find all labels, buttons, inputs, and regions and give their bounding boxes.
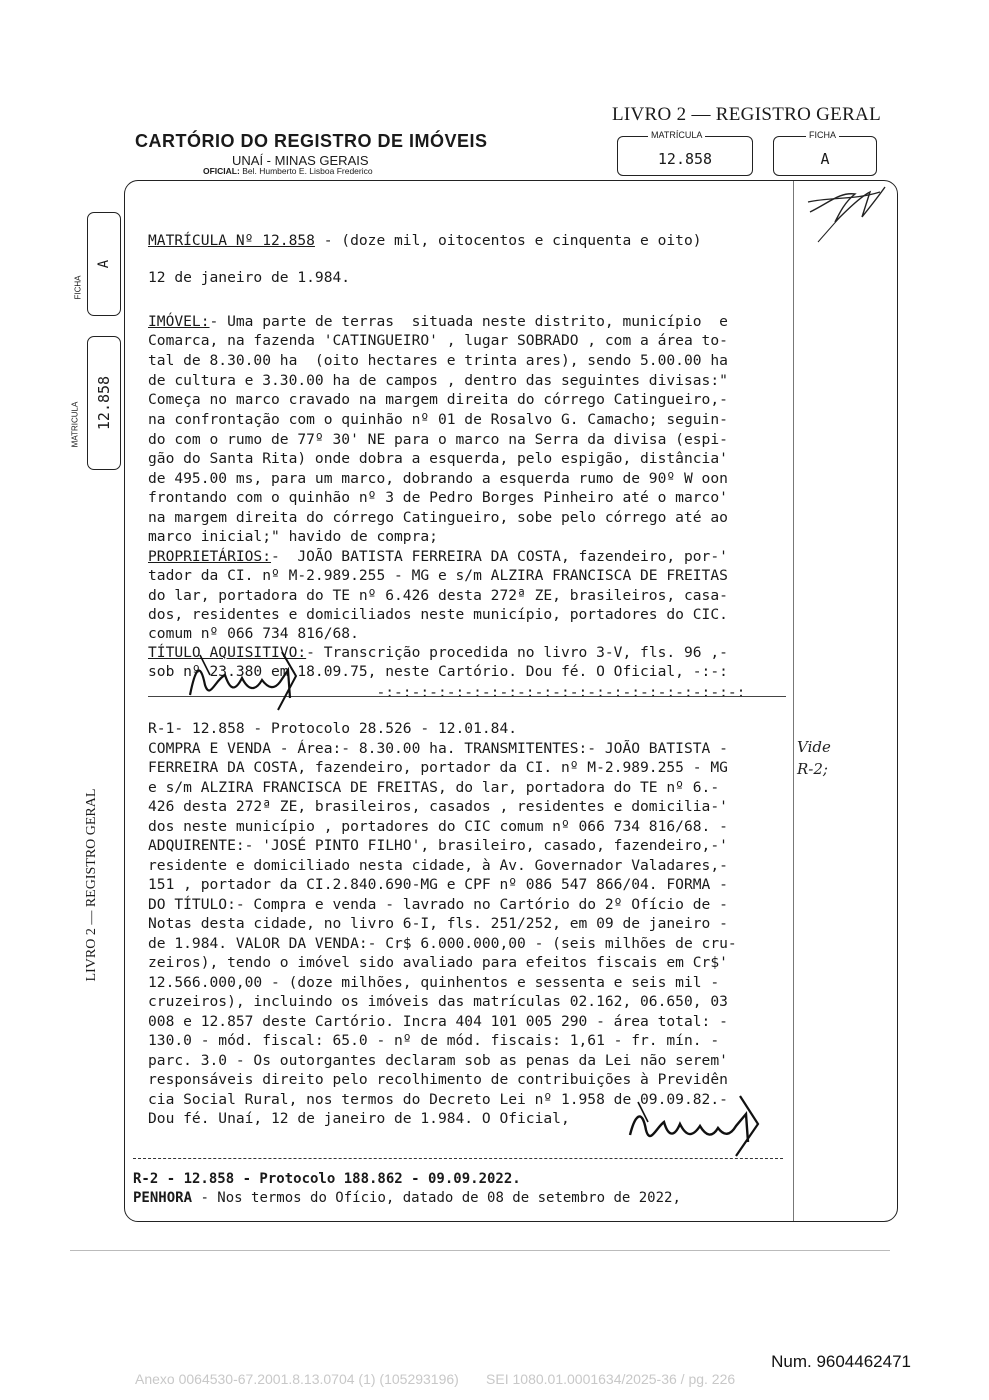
r1-line: e s/m ALZIRA FRANCISCA DE FREITAS, do lar, portadora do TE nº 6.-	[148, 779, 720, 796]
official-label: OFICIAL:	[203, 166, 240, 176]
r1-line: zeiros), tendo o imóvel sido avaliado para efeitos fiscais em Cr$'	[148, 954, 728, 971]
ficha-box-label: FICHA	[806, 130, 839, 140]
imovel-line: na margem direita do córrego Catingueiro, sobe pelo córrego até ao	[148, 509, 728, 526]
proprietarios-line: comum nº 066 734 816/68.	[148, 625, 359, 642]
r1-line: cruzeiros), incluindo os imóveis das matrículas 02.162, 06.650, 03	[148, 993, 728, 1010]
margin-note: R-2;	[797, 760, 828, 778]
official-signature	[620, 1090, 785, 1160]
r1-line: de 1.984. VALOR DA VENDA:- Cr$ 6.000.000,00 - (seis milhões de cru-	[148, 935, 737, 952]
r1-line: FERREIRA DA COSTA, fazendeiro, portador da CI. nº M-2.989.255 - MG	[148, 759, 728, 776]
r1-line: 426 desta 272ª ZE, brasileiros, casados , residentes e domicilia-'	[148, 798, 728, 815]
proprietarios-label: PROPRIETÁRIOS:	[148, 548, 272, 565]
side-ficha-label: FICHA	[73, 275, 83, 300]
r1-line: parc. 3.0 - Os outorgantes declaram sob as penas da Lei não serem'	[148, 1052, 728, 1069]
side-ficha-value: A	[96, 259, 112, 269]
office-city: UNAÍ - MINAS GERAIS	[232, 153, 369, 168]
margin-rule	[793, 181, 794, 1221]
imovel-line: Comarca, na fazenda 'CATINGUEIRO' , lugar SOBRADO , com a área to-	[148, 332, 728, 349]
matricula-words: - (doze mil, oitocentos e cinquenta e oito)	[314, 232, 702, 249]
imovel-line: gão do Santa Rita) onde dobra a esquerda, pelo espigão, distância'	[148, 450, 728, 467]
document-number: Num. 9604462471	[771, 1352, 911, 1371]
ficha-box	[773, 130, 877, 176]
r2-line: PENHORA - Nos termos do Ofício, datado de 08 de setembro de 2022,	[133, 1190, 681, 1206]
titulo-line: sob nº 23.380 em 18.09.75, neste Cartório. Dou fé. O Oficial, -:-:	[148, 663, 728, 680]
r1-line: COMPRA E VENDA - Área:- 8.30.00 ha. TRANSMITENTES:- JOÃO BATISTA -	[148, 740, 728, 757]
r1-line: dos neste município , portadores do CIC comum nº 066 734 816/68. -	[148, 818, 728, 835]
r1-line: R-1- 12.858 - Protocolo 28.526 - 12.01.84.	[148, 720, 518, 737]
r1-line: 008 e 12.857 deste Cartório. Incra 404 101 005 290 - área total: -	[148, 1013, 728, 1030]
side-matricula-tab	[87, 336, 121, 470]
r1-line: Dou fé. Unaí, 12 de janeiro de 1.984. O Oficial,	[148, 1110, 570, 1127]
matricula-title: MATRÍCULA Nº 12.858	[148, 232, 315, 249]
titulo-label: TÍTULO AQUISITIVO:	[148, 644, 307, 661]
r1-line: residente e domiciliado nesta cidade, à Av. Governador Valadares,-	[148, 857, 728, 874]
margin-note: Vide	[797, 738, 831, 756]
proprietarios-line: do lar, portadora do TE nº 6.426 desta 272ª ZE, brasileiros, casa-	[148, 587, 728, 604]
imovel-line: Começa no marco cravado na margem direita do córrego Catingueiro,-	[148, 391, 728, 408]
imovel-line: na confrontação com o quinhão nº 01 de Rosalvo G. Camacho; seguin-	[148, 411, 728, 428]
proprietarios-line: dos, residentes e domiciliados neste município, portadores do CIC.	[148, 606, 728, 623]
side-book-title: LIVRO 2 — REGISTRO GERAL	[84, 788, 99, 982]
imovel-line: IMÓVEL:- Uma parte de terras situada neste distrito, município e	[148, 313, 728, 330]
record-separator	[133, 1158, 783, 1159]
imovel-line: frontando com o quinhão nº 3 de Pedro Borges Pinheiro até o marco'	[148, 489, 728, 506]
imovel-line: de 495.00 ms, para um marco, dobrando a esquerda rumo de 90º W oon	[148, 470, 728, 487]
r1-line: Notas desta cidade, no livro 6-I, fls. 251/252, em 09 de janeiro -	[148, 915, 728, 932]
book-title: LIVRO 2 — REGISTRO GERAL	[612, 104, 881, 125]
proprietarios-line: tador da CI. nº M-2.989.255 - MG e s/m ALZIRA FRANCISCA DE FREITAS	[148, 567, 728, 584]
imovel-line: do com o rumo de 77º 30' NE para o marco na Serra da divisa (espi-	[148, 431, 728, 448]
proprietarios-line: PROPRIETÁRIOS:- JOÃO BATISTA FERREIRA DA COSTA, fazendeiro, por-'	[148, 548, 728, 565]
r1-line: responsáveis direito pelo recolhimento de contribuições à Previdên	[148, 1071, 728, 1088]
side-matricula-value: 12.858	[95, 375, 113, 431]
imovel-line: marco inicial;" havido de compra;	[148, 528, 438, 545]
r1-line: cia Social Rural, nos termos do Decreto Lei nº 1.958 de 09.09.82.-	[148, 1091, 728, 1108]
ficha-box-value: A	[820, 150, 830, 168]
footer-stamp: Anexo 0064530-67.2001.8.13.0704 (1) (105293196) SEI 1080.01.0001634/2025-36 / pg. 226	[135, 1371, 736, 1387]
page-bottom-rule	[70, 1250, 890, 1251]
r2-label: PENHORA	[133, 1190, 193, 1206]
matricula-box-label: MATRÍCULA	[648, 130, 705, 140]
r1-line: ADQUIRENTE:- 'JOSÉ PINTO FILHO', brasileiro, casado, fazendeiro,-'	[148, 837, 728, 854]
side-matricula-label: MATRICULA	[70, 401, 80, 448]
registry-date: 12 de janeiro de 1.984.	[148, 269, 351, 286]
matricula-box	[617, 130, 753, 176]
office-title: CARTÓRIO DO REGISTRO DE IMÓVEIS	[135, 131, 488, 151]
office-official	[203, 166, 373, 176]
r2-header: R-2 - 12.858 - Protocolo 188.862 - 09.09.2022.	[133, 1171, 521, 1187]
titulo-line: TÍTULO AQUISITIVO:- Transcrição procedida no livro 3-V, fls. 96 ,-	[148, 644, 728, 661]
r1-line: 12.566.000,00 - (doze milhões, quinhentos e sessenta e seis mil -	[148, 974, 720, 991]
titulo-line: -:-:-:-:-:-:-:-:-:-:-:-:-:-:-:-:-:-:-:-:-:	[148, 684, 746, 701]
r1-line: 151 , portador da CI.2.840.690-MG e CPF nº 086 547 866/04. FORMA -	[148, 876, 728, 893]
imovel-line: de cultura e 3.30.00 ha de campos , dentro das seguintes divisas:"	[148, 372, 728, 389]
imovel-line: tal de 8.30.00 ha (oito hectares e trinta ares), sendo 5.00.00 ha	[148, 352, 728, 369]
r1-line: DO TÍTULO:- Compra e venda - lavrado no Cartório do 2º Ofício de -	[148, 896, 728, 913]
official-signature	[170, 640, 320, 715]
r1-line: 130.0 - mód. fiscal: 65.0 - nº de mód. fiscais: 1,61 - fr. mín. -	[148, 1032, 720, 1049]
matricula-heading	[148, 234, 702, 249]
side-ficha-tab	[87, 212, 121, 316]
official-name: Bel. Humberto E. Lisboa Frederico	[242, 166, 373, 176]
matricula-box-value: 12.858	[657, 150, 713, 168]
imovel-label: IMÓVEL:	[148, 313, 210, 330]
